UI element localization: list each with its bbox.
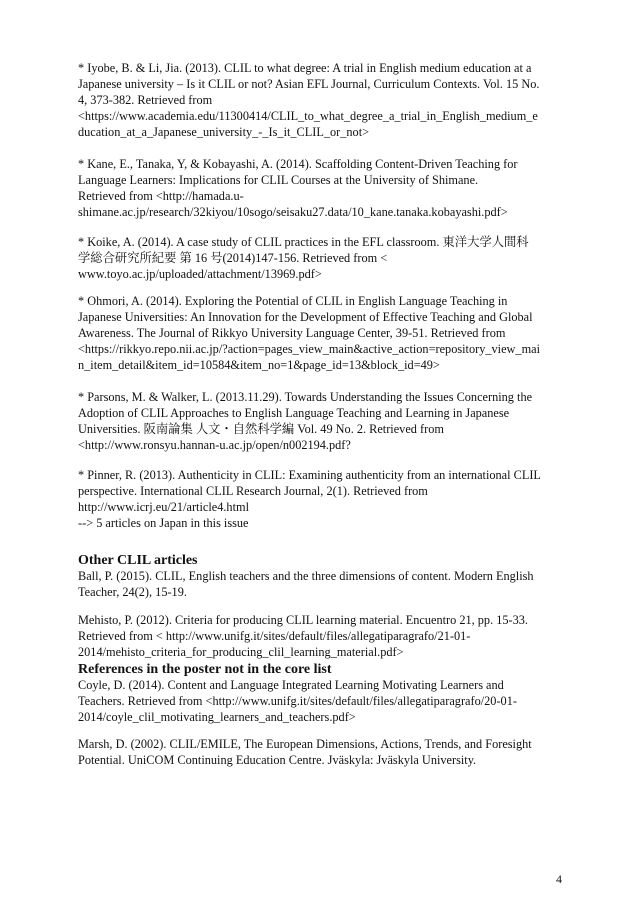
ref-line: * Kane, E., Tanaka, Y, & Kobayashi, A. (2014). Scaffolding Content-Driven Teaching for — [78, 157, 518, 171]
ref-line: <https://www.academia.edu/11300414/CLIL_to_what_degree_a_trial_in_English_medium_e — [78, 108, 538, 123]
other-articles-block — [78, 553, 534, 601]
ref-line: Potential. UniCOM Continuing Education Centre. Jväskyla: Jväskyla University. — [78, 752, 477, 767]
reference-pinner — [78, 468, 541, 532]
ref-line: Teachers. Retrieved from <http://www.unifg.it/sites/default/files/allegatiparagrafo/20-01- — [78, 693, 517, 708]
ref-line: * Pinner, R. (2013). Authenticity in CLIL: Examining authenticity from an international CLIL — [78, 468, 541, 482]
reference-kane-block — [78, 157, 518, 221]
ref-line: Coyle, D. (2014). Content and Language Integrated Learning Motivating Learners and — [78, 678, 504, 692]
reference-koike — [78, 235, 529, 283]
reference-coyle — [78, 678, 517, 726]
reference-iyobe — [78, 61, 539, 141]
reference-mehisto-block — [78, 613, 528, 661]
ref-line: Ball, P. (2015). CLIL, English teachers and the three dimensions of content. Modern English — [78, 569, 534, 583]
ref-line: Japanese Universities: An Innovation for the Development of Effective Teaching and Global — [78, 309, 533, 324]
ref-line: Language Learners: Implications for CLIL Courses at the University of Shimane. — [78, 172, 479, 187]
ref-line: * Iyobe, B. & Li, Jia. (2013). CLIL to what degree: A trial in English medium education at a — [78, 61, 532, 75]
ref-line: Japanese university – Is it CLIL or not? Asian EFL Journal, Curriculum Contexts. Vol. 15 No. — [78, 76, 540, 91]
reference-ohmori-block — [78, 294, 540, 374]
ref-line: 学総合研究所紀要 第 16 号(2014)147-156. Retrieved from < — [78, 250, 388, 265]
ref-line: * Ohmori, A. (2014). Exploring the Potential of CLIL in English Language Teaching in — [78, 294, 508, 308]
reference-mehisto — [78, 613, 528, 661]
ref-line: Retrieved from < http://www.unifg.it/sites/default/files/allegatiparagrafo/21-01- — [78, 628, 471, 643]
ref-line: Marsh, D. (2002). CLIL/EMILE, The European Dimensions, Actions, Trends, and Foresight — [78, 737, 532, 751]
core-references — [78, 61, 539, 141]
poster-references-block — [78, 662, 517, 726]
ref-line: Awareness. The Journal of Rikkyo University Language Center, 39-51. Retrieved from — [78, 325, 506, 340]
ref-line: n_item_detail&item_id=10584&item_no=1&page_id=13&block_id=49> — [78, 357, 440, 372]
reference-pinner-block — [78, 468, 541, 532]
ref-line: 2014/mehisto_criteria_for_producing_clil_learning_material.pdf> — [78, 644, 404, 659]
section-heading-other: Other CLIL articles — [78, 553, 198, 568]
ref-line: ducation_at_a_Japanese_university_-_Is_it_CLIL_or_not> — [78, 124, 370, 139]
ref-line: --> 5 articles on Japan in this issue — [78, 515, 249, 530]
ref-line: www.toyo.ac.jp/uploaded/attachment/13969.pdf> — [78, 266, 322, 281]
ref-line: Universities. 阪南論集 人文・自然科学編 Vol. 49 No. 2. Retrieved from — [78, 421, 444, 436]
ref-line: Retrieved from <http://hamada.u- — [78, 188, 244, 203]
ref-line: 4, 373-382. Retrieved from — [78, 92, 213, 107]
reference-parsons — [78, 390, 532, 454]
section-heading-poster: References in the poster not in the core list — [78, 662, 332, 677]
ref-line: * Parsons, M. & Walker, L. (2013.11.29). Towards Understanding the Issues Concerning the — [78, 390, 533, 404]
ref-line: <https://rikkyo.repo.nii.ac.jp/?action=pages_view_main&active_action=repository_view_mai — [78, 341, 541, 356]
ref-line: http://www.icrj.eu/21/article4.html — [78, 499, 249, 514]
reference-marsh-block — [78, 737, 532, 769]
reference-marsh — [78, 737, 532, 769]
reference-kane — [78, 157, 518, 221]
ref-line: Mehisto, P. (2012). Criteria for producing CLIL learning material. Encuentro 21, pp. 15-33. — [78, 613, 528, 627]
ref-line: 2014/coyle_clil_motivating_learners_and_teachers.pdf> — [78, 709, 356, 724]
reference-parsons-block — [78, 390, 532, 454]
reference-ohmori — [78, 294, 540, 374]
reference-koike-block — [78, 235, 529, 283]
ref-line: shimane.ac.jp/research/32kiyou/10sogo/seisaku27.data/10_kane.tanaka.kobayashi.pdf> — [78, 204, 508, 219]
ref-line: perspective. International CLIL Research Journal, 2(1). Retrieved from — [78, 483, 428, 498]
page-number: 4 — [556, 872, 562, 886]
ref-line: Adoption of CLIL Approaches to English Language Teaching and Learning in Japanese — [78, 405, 510, 420]
ref-line: Teacher, 24(2), 15-19. — [78, 584, 187, 599]
ref-line: * Koike, A. (2014). A case study of CLIL practices in the EFL classroom. 東洋大学人間科 — [78, 235, 529, 249]
ref-line: <http://www.ronsyu.hannan-u.ac.jp/open/n002194.pdf? — [78, 437, 351, 452]
reference-ball — [78, 569, 534, 601]
